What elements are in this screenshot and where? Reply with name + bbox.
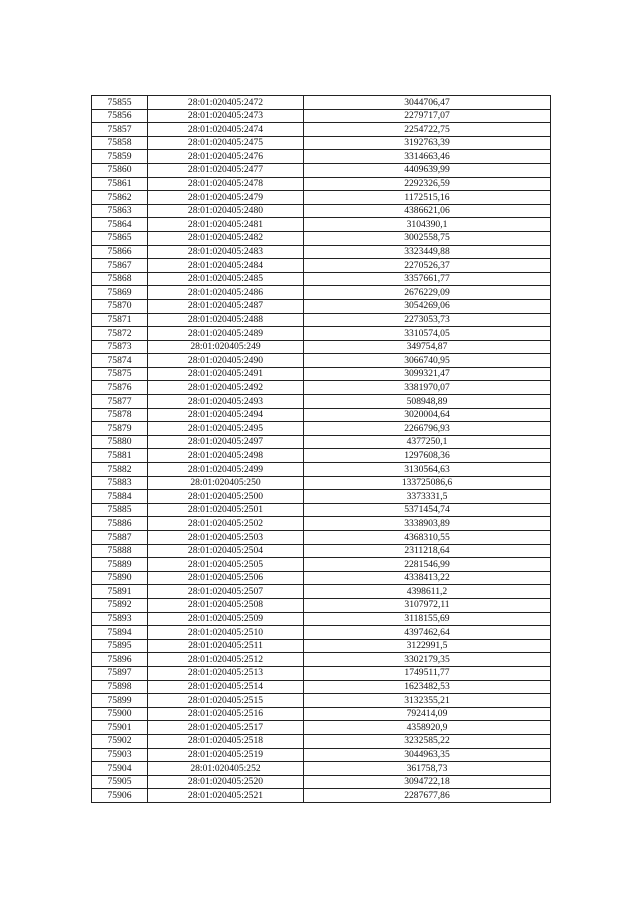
row-number-cell: 75895 xyxy=(92,639,148,653)
cadastral-value-cell: 4358920,9 xyxy=(304,721,551,735)
cadastral-number-cell: 28:01:020405:2477 xyxy=(148,163,304,177)
row-number-cell: 75892 xyxy=(92,598,148,612)
table-row xyxy=(92,598,551,612)
table-row xyxy=(92,612,551,626)
table-row xyxy=(92,272,551,286)
cadastral-value-cell: 2281546,99 xyxy=(304,558,551,572)
cadastral-number-cell: 28:01:020405:2474 xyxy=(148,123,304,137)
row-number-cell: 75855 xyxy=(92,96,148,110)
cadastral-value-table xyxy=(91,95,551,803)
cadastral-value-cell: 2311218,64 xyxy=(304,544,551,558)
row-number-cell: 75890 xyxy=(92,571,148,585)
table-row xyxy=(92,449,551,463)
table-row xyxy=(92,395,551,409)
cadastral-value-cell: 133725086,6 xyxy=(304,476,551,490)
table-row xyxy=(92,408,551,422)
cadastral-value-cell: 2287677,86 xyxy=(304,789,551,803)
cadastral-number-cell: 28:01:020405:2509 xyxy=(148,612,304,626)
row-number-cell: 75906 xyxy=(92,789,148,803)
cadastral-number-cell: 28:01:020405:2516 xyxy=(148,707,304,721)
row-number-cell: 75885 xyxy=(92,503,148,517)
cadastral-value-cell: 1623482,53 xyxy=(304,680,551,694)
table-row xyxy=(92,245,551,259)
row-number-cell: 75864 xyxy=(92,218,148,232)
cadastral-value-cell: 4368310,55 xyxy=(304,531,551,545)
cadastral-value-cell: 2270526,37 xyxy=(304,259,551,273)
row-number-cell: 75866 xyxy=(92,245,148,259)
row-number-cell: 75894 xyxy=(92,626,148,640)
cadastral-value-cell: 2676229,09 xyxy=(304,286,551,300)
cadastral-number-cell: 28:01:020405:2489 xyxy=(148,327,304,341)
table-row xyxy=(92,531,551,545)
row-number-cell: 75868 xyxy=(92,272,148,286)
table-row xyxy=(92,721,551,735)
row-number-cell: 75886 xyxy=(92,517,148,531)
row-number-cell: 75884 xyxy=(92,490,148,504)
cadastral-value-cell: 3054269,06 xyxy=(304,299,551,313)
cadastral-value-cell: 4397462,64 xyxy=(304,626,551,640)
cadastral-value-cell: 3122991,5 xyxy=(304,639,551,653)
table-row xyxy=(92,123,551,137)
cadastral-number-cell: 28:01:020405:2504 xyxy=(148,544,304,558)
row-number-cell: 75871 xyxy=(92,313,148,327)
cadastral-value-cell: 792414,09 xyxy=(304,707,551,721)
cadastral-number-cell: 28:01:020405:2475 xyxy=(148,136,304,150)
cadastral-number-cell: 28:01:020405:2480 xyxy=(148,204,304,218)
cadastral-number-cell: 28:01:020405:2514 xyxy=(148,680,304,694)
cadastral-number-cell: 28:01:020405:2515 xyxy=(148,694,304,708)
cadastral-number-cell: 28:01:020405:2508 xyxy=(148,598,304,612)
cadastral-value-cell: 3118155,69 xyxy=(304,612,551,626)
cadastral-number-cell: 28:01:020405:2481 xyxy=(148,218,304,232)
table-row xyxy=(92,544,551,558)
row-number-cell: 75881 xyxy=(92,449,148,463)
cadastral-value-cell: 3094722,18 xyxy=(304,775,551,789)
cadastral-number-cell: 28:01:020405:2473 xyxy=(148,109,304,123)
row-number-cell: 75897 xyxy=(92,666,148,680)
cadastral-value-cell: 2279717,07 xyxy=(304,109,551,123)
cadastral-value-cell: 3323449,88 xyxy=(304,245,551,259)
row-number-cell: 75874 xyxy=(92,354,148,368)
cadastral-number-cell: 28:01:020405:249 xyxy=(148,340,304,354)
cadastral-value-cell: 2254722,75 xyxy=(304,123,551,137)
table-row xyxy=(92,626,551,640)
cadastral-value-cell: 1297608,36 xyxy=(304,449,551,463)
cadastral-number-cell: 28:01:020405:2472 xyxy=(148,96,304,110)
cadastral-value-cell: 1749511,77 xyxy=(304,666,551,680)
cadastral-value-cell: 3044706,47 xyxy=(304,96,551,110)
row-number-cell: 75877 xyxy=(92,395,148,409)
cadastral-number-cell: 28:01:020405:2490 xyxy=(148,354,304,368)
cadastral-number-cell: 28:01:020405:2491 xyxy=(148,367,304,381)
table-row xyxy=(92,680,551,694)
row-number-cell: 75896 xyxy=(92,653,148,667)
cadastral-value-cell: 3066740,95 xyxy=(304,354,551,368)
table-row xyxy=(92,299,551,313)
row-number-cell: 75903 xyxy=(92,748,148,762)
cadastral-number-cell: 28:01:020405:2483 xyxy=(148,245,304,259)
cadastral-number-cell: 28:01:020405:2487 xyxy=(148,299,304,313)
table-row xyxy=(92,571,551,585)
cadastral-number-cell: 28:01:020405:2495 xyxy=(148,422,304,436)
cadastral-number-cell: 28:01:020405:2505 xyxy=(148,558,304,572)
row-number-cell: 75879 xyxy=(92,422,148,436)
table-row xyxy=(92,340,551,354)
row-number-cell: 75859 xyxy=(92,150,148,164)
cadastral-number-cell: 28:01:020405:2484 xyxy=(148,259,304,273)
row-number-cell: 75860 xyxy=(92,163,148,177)
cadastral-number-cell: 28:01:020405:2506 xyxy=(148,571,304,585)
cadastral-value-cell: 3104390,1 xyxy=(304,218,551,232)
cadastral-number-cell: 28:01:020405:2499 xyxy=(148,463,304,477)
row-number-cell: 75861 xyxy=(92,177,148,191)
row-number-cell: 75858 xyxy=(92,136,148,150)
cadastral-value-cell: 4398611,2 xyxy=(304,585,551,599)
cadastral-value-cell: 3044963,35 xyxy=(304,748,551,762)
table-row xyxy=(92,639,551,653)
row-number-cell: 75878 xyxy=(92,408,148,422)
row-number-cell: 75867 xyxy=(92,259,148,273)
cadastral-value-cell: 3192763,39 xyxy=(304,136,551,150)
cadastral-number-cell: 28:01:020405:2502 xyxy=(148,517,304,531)
row-number-cell: 75904 xyxy=(92,762,148,776)
row-number-cell: 75891 xyxy=(92,585,148,599)
table-row xyxy=(92,748,551,762)
cadastral-value-cell: 3107972,11 xyxy=(304,598,551,612)
cadastral-value-cell: 2273053,73 xyxy=(304,313,551,327)
table-row xyxy=(92,327,551,341)
cadastral-value-cell: 3373331,5 xyxy=(304,490,551,504)
cadastral-number-cell: 28:01:020405:2482 xyxy=(148,231,304,245)
cadastral-number-cell: 28:01:020405:2521 xyxy=(148,789,304,803)
cadastral-value-cell: 3232585,22 xyxy=(304,734,551,748)
cadastral-number-cell: 28:01:020405:2486 xyxy=(148,286,304,300)
table-row xyxy=(92,163,551,177)
cadastral-value-cell: 2266796,93 xyxy=(304,422,551,436)
cadastral-value-cell: 3314663,46 xyxy=(304,150,551,164)
row-number-cell: 75889 xyxy=(92,558,148,572)
cadastral-value-cell: 4386621,06 xyxy=(304,204,551,218)
table-row xyxy=(92,694,551,708)
row-number-cell: 75876 xyxy=(92,381,148,395)
cadastral-number-cell: 28:01:020405:2519 xyxy=(148,748,304,762)
table-row xyxy=(92,666,551,680)
cadastral-number-cell: 28:01:020405:252 xyxy=(148,762,304,776)
cadastral-value-cell: 1172515,16 xyxy=(304,191,551,205)
cadastral-number-cell: 28:01:020405:2517 xyxy=(148,721,304,735)
table-row xyxy=(92,313,551,327)
cadastral-number-cell: 28:01:020405:2512 xyxy=(148,653,304,667)
table-row xyxy=(92,109,551,123)
table-row xyxy=(92,231,551,245)
table-row xyxy=(92,96,551,110)
row-number-cell: 75862 xyxy=(92,191,148,205)
table-row xyxy=(92,354,551,368)
row-number-cell: 75873 xyxy=(92,340,148,354)
cadastral-value-cell: 4377250,1 xyxy=(304,435,551,449)
row-number-cell: 75900 xyxy=(92,707,148,721)
cadastral-value-cell: 3357661,77 xyxy=(304,272,551,286)
cadastral-value-cell: 3130564,63 xyxy=(304,463,551,477)
row-number-cell: 75865 xyxy=(92,231,148,245)
cadastral-value-cell: 5371454,74 xyxy=(304,503,551,517)
table-row xyxy=(92,435,551,449)
row-number-cell: 75883 xyxy=(92,476,148,490)
cadastral-number-cell: 28:01:020405:2488 xyxy=(148,313,304,327)
cadastral-value-cell: 3302179,35 xyxy=(304,653,551,667)
table-row xyxy=(92,517,551,531)
row-number-cell: 75870 xyxy=(92,299,148,313)
cadastral-number-cell: 28:01:020405:2494 xyxy=(148,408,304,422)
table-row xyxy=(92,381,551,395)
cadastral-number-cell: 28:01:020405:2476 xyxy=(148,150,304,164)
table-row xyxy=(92,177,551,191)
row-number-cell: 75872 xyxy=(92,327,148,341)
table-row xyxy=(92,150,551,164)
cadastral-number-cell: 28:01:020405:2500 xyxy=(148,490,304,504)
table-body xyxy=(92,96,551,803)
cadastral-value-cell: 3099321,47 xyxy=(304,367,551,381)
cadastral-number-cell: 28:01:020405:2520 xyxy=(148,775,304,789)
cadastral-number-cell: 28:01:020405:2485 xyxy=(148,272,304,286)
table-row xyxy=(92,422,551,436)
row-number-cell: 75893 xyxy=(92,612,148,626)
cadastral-value-cell: 3002558,75 xyxy=(304,231,551,245)
cadastral-value-cell: 4338413,22 xyxy=(304,571,551,585)
table-row xyxy=(92,707,551,721)
table-row xyxy=(92,463,551,477)
row-number-cell: 75880 xyxy=(92,435,148,449)
table-row xyxy=(92,218,551,232)
table-row xyxy=(92,259,551,273)
row-number-cell: 75888 xyxy=(92,544,148,558)
row-number-cell: 75863 xyxy=(92,204,148,218)
cadastral-number-cell: 28:01:020405:2511 xyxy=(148,639,304,653)
table-row xyxy=(92,204,551,218)
row-number-cell: 75856 xyxy=(92,109,148,123)
cadastral-value-cell: 2292326,59 xyxy=(304,177,551,191)
table-row xyxy=(92,585,551,599)
cadastral-number-cell: 28:01:020405:2493 xyxy=(148,395,304,409)
row-number-cell: 75882 xyxy=(92,463,148,477)
row-number-cell: 75901 xyxy=(92,721,148,735)
cadastral-number-cell: 28:01:020405:2501 xyxy=(148,503,304,517)
cadastral-value-cell: 3338903,89 xyxy=(304,517,551,531)
table-row xyxy=(92,136,551,150)
table-row xyxy=(92,490,551,504)
cadastral-value-cell: 3381970,07 xyxy=(304,381,551,395)
cadastral-number-cell: 28:01:020405:2503 xyxy=(148,531,304,545)
table-row xyxy=(92,775,551,789)
cadastral-number-cell: 28:01:020405:2518 xyxy=(148,734,304,748)
cadastral-number-cell: 28:01:020405:2510 xyxy=(148,626,304,640)
cadastral-number-cell: 28:01:020405:2497 xyxy=(148,435,304,449)
cadastral-number-cell: 28:01:020405:2513 xyxy=(148,666,304,680)
cadastral-number-cell: 28:01:020405:2478 xyxy=(148,177,304,191)
table-row xyxy=(92,476,551,490)
cadastral-number-cell: 28:01:020405:2507 xyxy=(148,585,304,599)
table-row xyxy=(92,762,551,776)
row-number-cell: 75905 xyxy=(92,775,148,789)
row-number-cell: 75898 xyxy=(92,680,148,694)
cadastral-value-cell: 3020004,64 xyxy=(304,408,551,422)
row-number-cell: 75902 xyxy=(92,734,148,748)
cadastral-number-cell: 28:01:020405:250 xyxy=(148,476,304,490)
table-row xyxy=(92,286,551,300)
cadastral-value-cell: 3310574,05 xyxy=(304,327,551,341)
cadastral-value-cell: 361758,73 xyxy=(304,762,551,776)
row-number-cell: 75869 xyxy=(92,286,148,300)
row-number-cell: 75887 xyxy=(92,531,148,545)
cadastral-value-cell: 508948,89 xyxy=(304,395,551,409)
cadastral-value-cell: 3132355,21 xyxy=(304,694,551,708)
table-row xyxy=(92,367,551,381)
table-row xyxy=(92,503,551,517)
cadastral-number-cell: 28:01:020405:2492 xyxy=(148,381,304,395)
row-number-cell: 75875 xyxy=(92,367,148,381)
cadastral-number-cell: 28:01:020405:2479 xyxy=(148,191,304,205)
cadastral-value-cell: 349754,87 xyxy=(304,340,551,354)
table-row xyxy=(92,653,551,667)
table-row xyxy=(92,789,551,803)
table-row xyxy=(92,191,551,205)
row-number-cell: 75899 xyxy=(92,694,148,708)
cadastral-number-cell: 28:01:020405:2498 xyxy=(148,449,304,463)
cadastral-value-cell: 4409639,99 xyxy=(304,163,551,177)
table-row xyxy=(92,558,551,572)
row-number-cell: 75857 xyxy=(92,123,148,137)
table-row xyxy=(92,734,551,748)
